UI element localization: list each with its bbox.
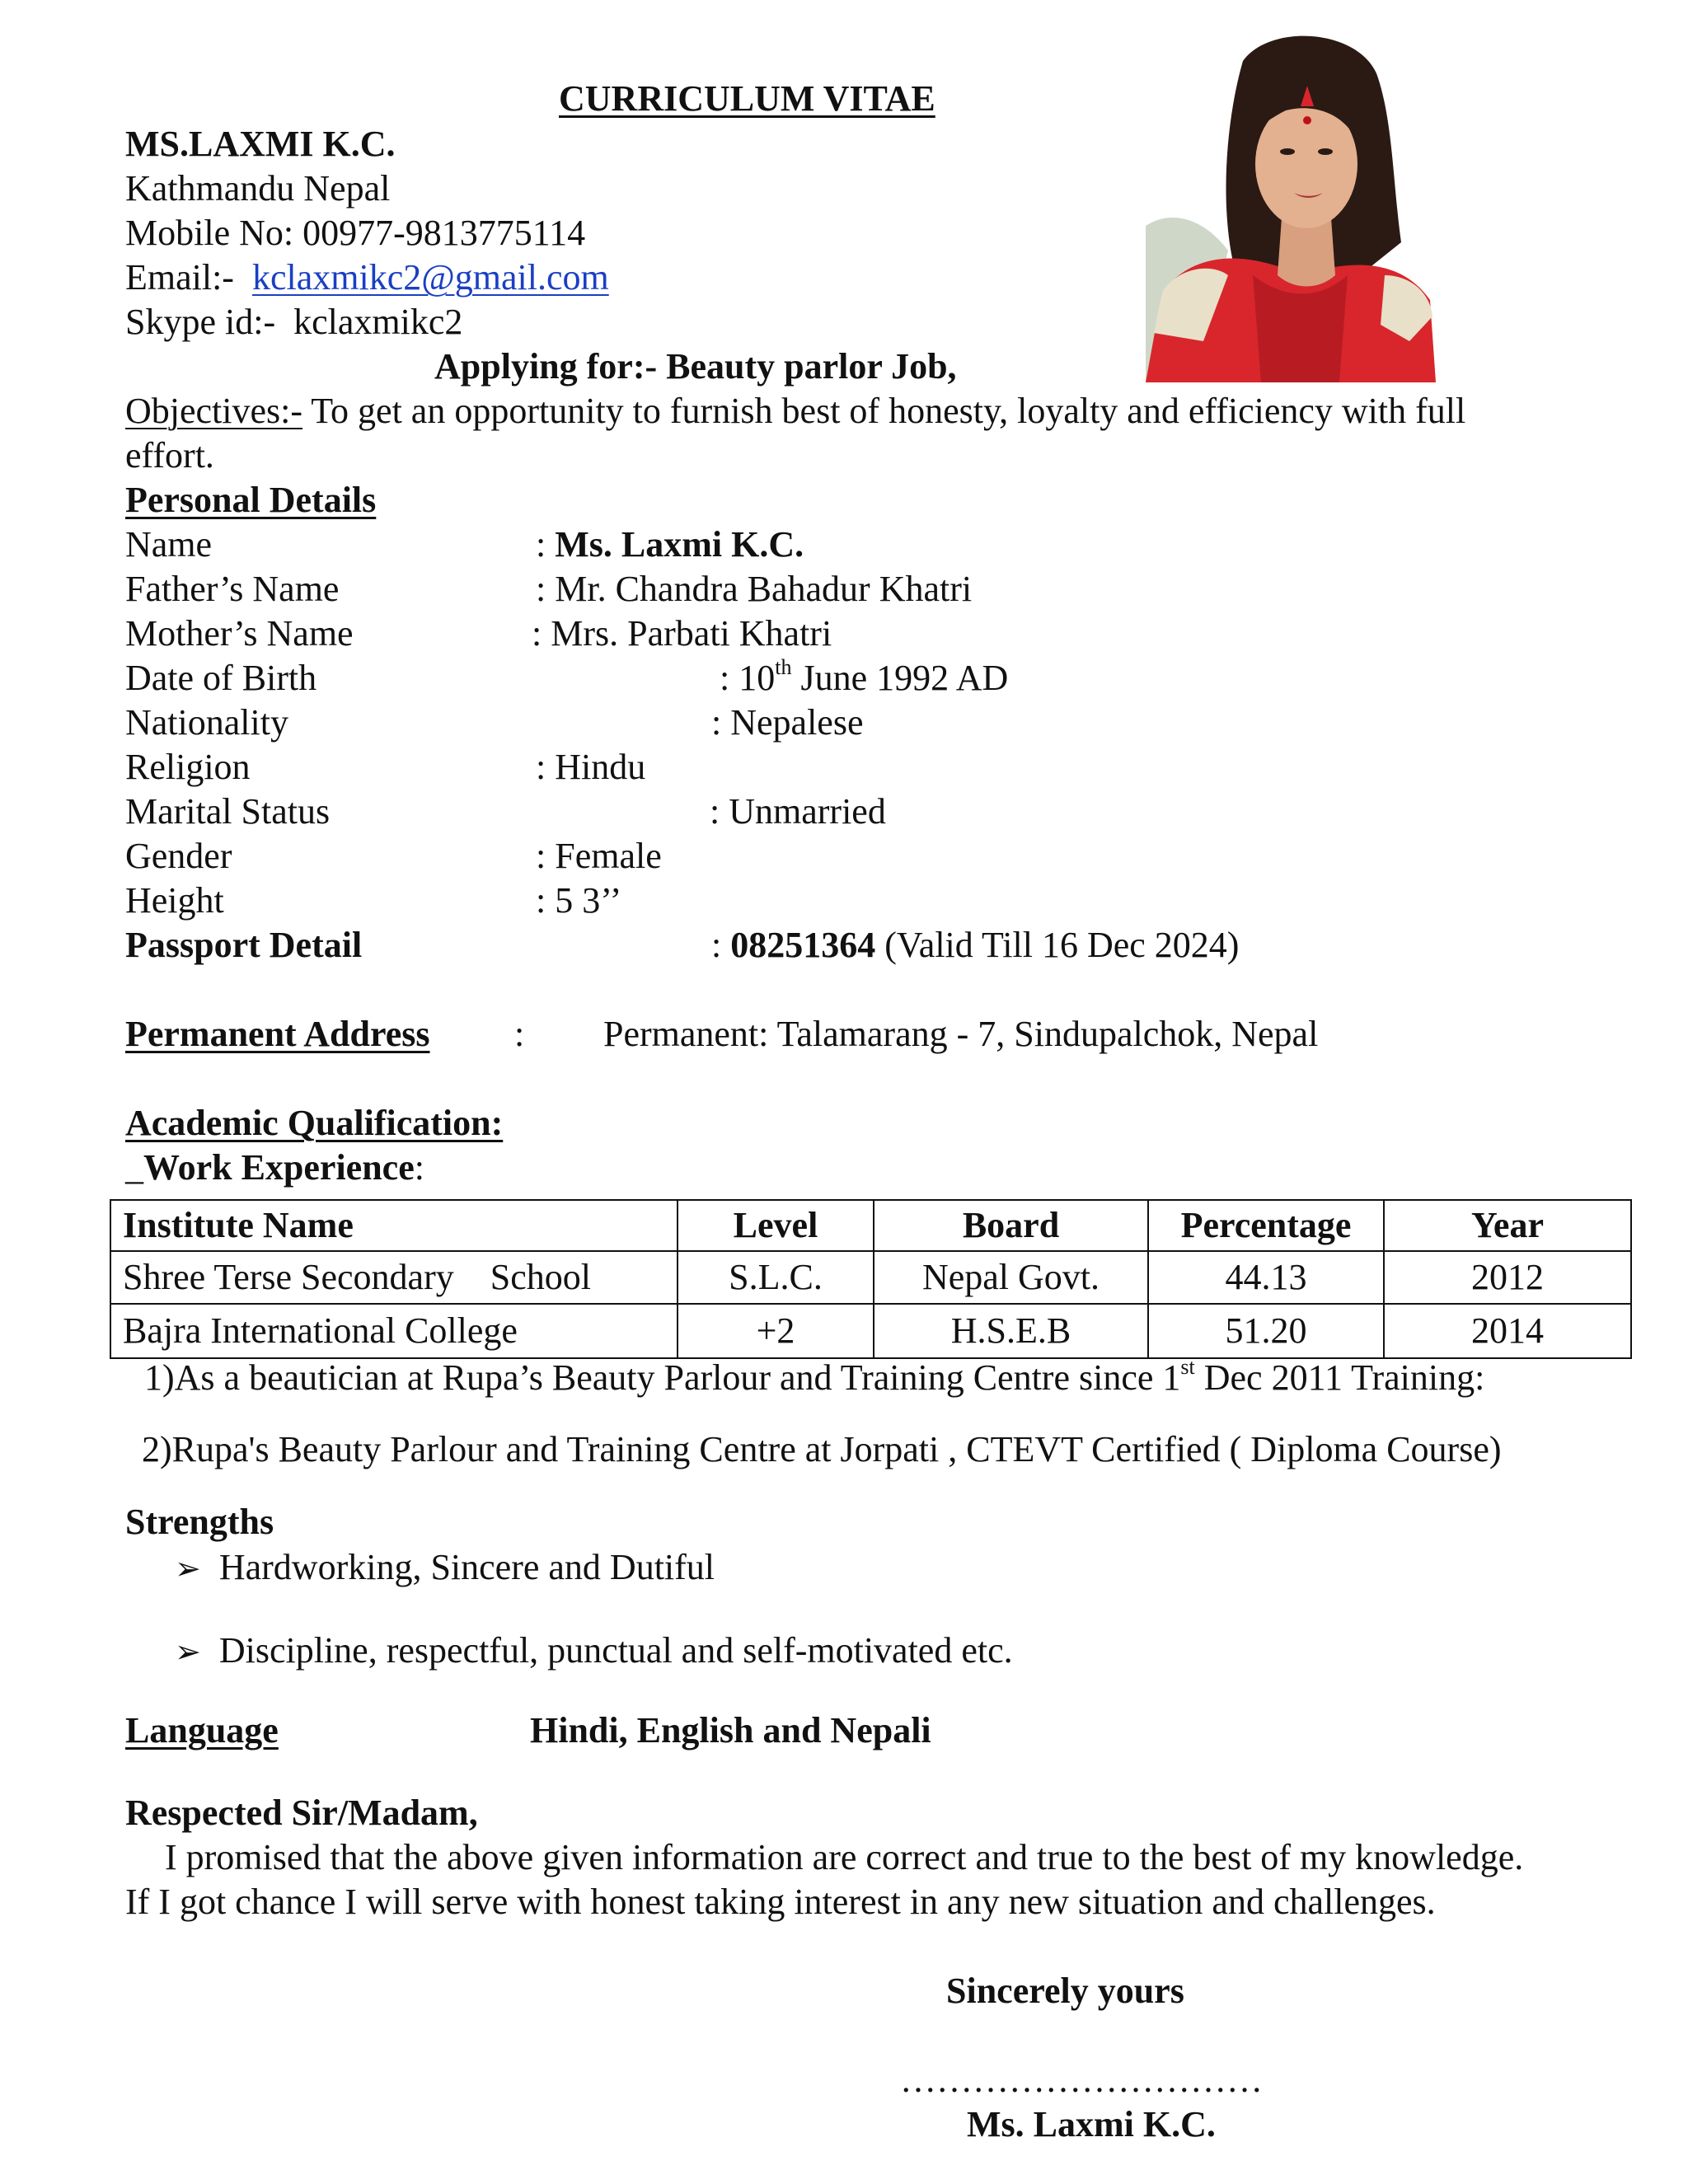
skype-label: Skype id:- <box>125 302 276 342</box>
gender-label: Gender <box>125 836 232 876</box>
table-row <box>110 1251 1631 1304</box>
objectives-line1 <box>125 393 1465 429</box>
objectives-label: Objectives:- <box>125 391 303 431</box>
strength-item: ➢ Discipline, respectful, punctual and self-motivated etc. <box>175 1630 1013 1671</box>
language-value: Hindi, English and Nepali <box>530 1710 931 1750</box>
mobile-line <box>125 215 585 251</box>
mother-value: : Mrs. Parbati Khatri <box>532 613 832 654</box>
email-line <box>125 257 609 298</box>
cell-institute: Shree Terse Secondary School <box>110 1251 678 1304</box>
mother-label: Mother’s Name <box>125 613 354 654</box>
skype-id: kclaxmikc2 <box>293 302 463 342</box>
marital-value: : Unmarried <box>710 791 886 832</box>
col-institute: Institute Name <box>110 1200 678 1251</box>
marital-label: Marital Status <box>125 791 331 832</box>
work-experience-heading: _Work Experience: <box>125 1147 424 1188</box>
objectives-text: To get an opportunity to furnish best of honesty, loyalty and efficiency with full <box>302 391 1466 431</box>
applying-for: Applying for:- Beauty parlor Job, <box>434 346 957 387</box>
academic-heading: Academic Qualification: <box>125 1103 504 1143</box>
location: Kathmandu Nepal <box>125 168 391 209</box>
skype-line <box>125 304 462 340</box>
address-value: Permanent: Talamarang - 7, Sindupalchok, Nepal <box>603 1014 1319 1054</box>
nationality-label: Nationality <box>125 702 288 743</box>
cell-institute: Bajra International College <box>110 1304 678 1358</box>
document-title: CURRICULUM VITAE <box>559 78 935 119</box>
signature-name: Ms. Laxmi K.C. <box>967 2104 1216 2144</box>
mobile-number: 00977-9813775114 <box>302 213 586 253</box>
passport-value: : 08251364 (Valid Till 16 Dec 2024) <box>711 925 1240 965</box>
permanent-address-heading: Permanent Address <box>125 1014 430 1054</box>
email-link[interactable]: kclaxmikc2@gmail.com <box>251 257 609 298</box>
declaration-line1: I promised that the above given information are correct and true to the best of my knowledge. <box>165 1837 1524 1877</box>
signature-line: ………………………… <box>900 2060 1263 2100</box>
gender-value: : Female <box>536 836 662 876</box>
name-label: Name <box>125 524 213 565</box>
height-value: : 5 3’’ <box>536 880 622 921</box>
father-value: : Mr. Chandra Bahadur Khatri <box>536 569 973 609</box>
strength-item: ➢ Hardworking, Sincere and Dutiful <box>175 1547 715 1587</box>
cell-board: H.S.E.B <box>874 1304 1148 1358</box>
cell-level: +2 <box>678 1304 874 1358</box>
address-colon: : <box>514 1014 525 1054</box>
religion-label: Religion <box>125 747 251 787</box>
experience-item-2: 2)Rupa's Beauty Parlour and Training Centre at Jorpati , CTEVT Certified ( Diploma Course) <box>142 1429 1502 1469</box>
height-label: Height <box>125 880 224 921</box>
arrow-bullet-icon: ➢ <box>175 1550 201 1586</box>
nationality-value: : Nepalese <box>711 702 864 743</box>
col-board: Board <box>874 1200 1148 1251</box>
name-value: : Ms. Laxmi K.C. <box>536 524 804 565</box>
cell-board: Nepal Govt. <box>874 1251 1148 1304</box>
strengths-heading: Strengths <box>125 1502 274 1542</box>
email-label: Email:- <box>125 257 234 298</box>
declaration-line2: If I got chance I will serve with honest taking interest in any new situation and challenges. <box>125 1882 1436 1922</box>
dob-label: Date of Birth <box>125 658 317 698</box>
language-heading: Language <box>125 1710 279 1750</box>
experience-item-1: 1)As a beautician at Rupa’s Beauty Parlour and Training Centre since 1st Dec 2011 Training: <box>144 1355 1485 1398</box>
table-header-row <box>110 1200 1631 1251</box>
col-level: Level <box>678 1200 874 1251</box>
cell-level: S.L.C. <box>678 1251 874 1304</box>
religion-value: : Hindu <box>536 747 646 787</box>
cell-percentage: 51.20 <box>1148 1304 1384 1358</box>
objectives-line2: effort. <box>125 435 214 476</box>
col-year: Year <box>1384 1200 1631 1251</box>
applicant-name: MS.LAXMI K.C. <box>125 124 396 164</box>
personal-details-heading: Personal Details <box>125 480 377 520</box>
salutation: Respected Sir/Madam, <box>125 1793 478 1833</box>
mobile-label: Mobile No: <box>125 213 294 253</box>
dob-value: : 10th June 1992 AD <box>720 655 1009 698</box>
arrow-bullet-icon: ➢ <box>175 1633 201 1670</box>
cell-year: 2012 <box>1384 1251 1631 1304</box>
academic-table <box>110 1199 1632 1359</box>
signoff: Sincerely yours <box>946 1971 1184 2011</box>
cell-year: 2014 <box>1384 1304 1631 1358</box>
passport-label: Passport Detail <box>125 925 363 965</box>
col-percentage: Percentage <box>1148 1200 1384 1251</box>
father-label: Father’s Name <box>125 569 340 609</box>
profile-photo <box>1146 28 1436 382</box>
cell-percentage: 44.13 <box>1148 1251 1384 1304</box>
table-row <box>110 1304 1631 1358</box>
